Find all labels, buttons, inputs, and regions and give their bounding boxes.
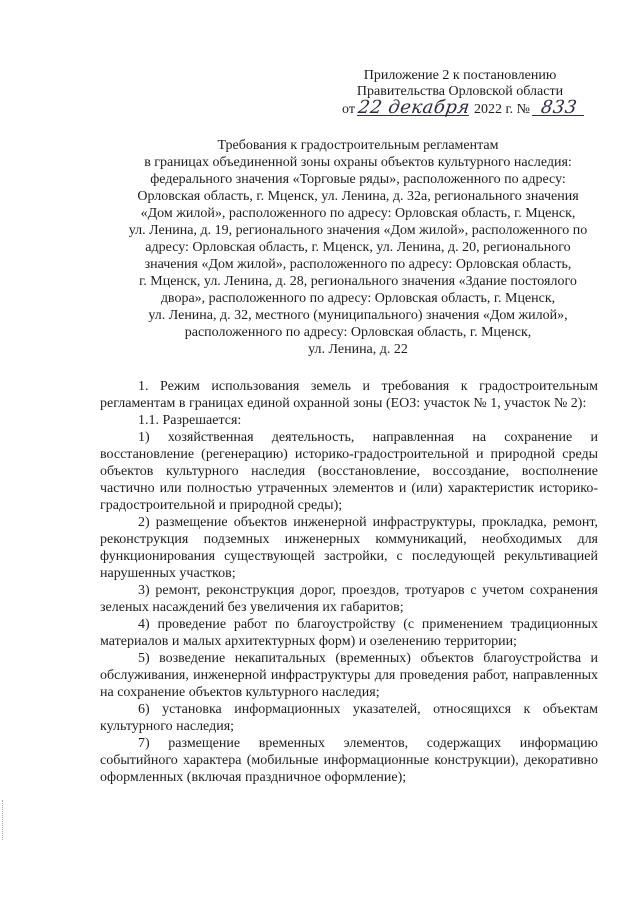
list-item: 2) размещение объектов инженерной инфраструктуры, прокладка, ремонт, реконструкция подземных инженерных коммуникаций, необходимых для функционирования существующей застройки, с последующей рекультивацией нарушенных участков; (100, 515, 598, 581)
section-paragraph: 1. Режим использования земель и требования к градостроительным регламентам в границах единой охранной зоны (ЕОЗ: участок № 1, участок № 2): (100, 379, 598, 411)
list-item: 7) размещение временных элементов, содержащих информацию событийного характера (мобильные информационные конструкции), декоративно оформленных (включая праздничное оформление); (100, 736, 598, 785)
appendix-issuer: Правительства Орловской области (356, 84, 564, 99)
scan-edge-mark (2, 800, 5, 840)
list-item: 6) установка информационных указателей, относящихся к объектам культурного наследия; (100, 702, 598, 734)
title-line: ул. Ленина, д. 32, местного (муниципального) значения «Дом жилой», (148, 308, 568, 323)
appendix-title: Приложение 2 к постановлению (363, 68, 557, 83)
order-prefix: от (342, 102, 355, 117)
list-item: 4) проведение работ по благоустройству (с применением традиционных материалов и малых архитектурных форм) и озеленению территории; (100, 617, 598, 649)
title-line: Требования к градостроительным регламентам (217, 138, 499, 153)
handwritten-order-number: 833 (532, 100, 586, 116)
document-title (100, 137, 616, 358)
title-line: двора», расположенного по адресу: Орловская область, г. Мценск, (160, 291, 556, 306)
title-line: г. Мценск, ул. Ленина, д. 28, регионального значения «Здание постоялого (139, 274, 577, 289)
list-item: 5) возведение некапитальных (временных) объектов благоустройства и обслуживания, инженерной инфраструктуры для проведения работ, направленных на сохранение объектов культурного наследия; (100, 651, 598, 700)
title-line: «Дом жилой», расположенного по адресу: Орловская область, г. Мценск, (140, 206, 576, 221)
title-line: федерального значения «Торговые ряды», расположенного по адресу: (150, 172, 566, 187)
title-line: адресу: Орловская область, г. Мценск, ул. Ленина, д. 20, регионального (145, 240, 571, 255)
title-line: Орловская область, г. Мценск, ул. Ленина, д. 32а, регионального значения (137, 189, 579, 204)
handwritten-date: 22 декабря (357, 97, 472, 118)
list-item: 3) ремонт, реконструкция дорог, проездов, тротуаров с учетом сохранения зеленых насаждений без увеличения их габаритов; (100, 583, 598, 615)
order-date-line (330, 97, 590, 118)
list-item: 1) хозяйственная деятельность, направленная на сохранение и восстановление (регенерацию) историко-градостроительной и природной среды объектов культурного наследия (восстановление, воссоздание, восполнение частично или полностью утраченных элементов и (или) характеристик историко-градостроительной и природной среды); (100, 430, 598, 513)
appendix-header (330, 68, 590, 118)
order-year: 2022 г. № (473, 102, 530, 117)
subsection-heading: 1.1. Разрешается: (138, 413, 242, 428)
title-line: в границах объединенной зоны охраны объектов культурного наследия: (144, 155, 572, 170)
document-body (100, 378, 598, 786)
title-line: ул. Ленина, д. 22 (308, 342, 408, 357)
title-line: ул. Ленина, д. 19, регионального значения «Дом жилой», расположенного по (128, 223, 588, 238)
title-line: расположенного по адресу: Орловская область, г. Мценск, (184, 325, 532, 340)
title-line: значения «Дом жилой», расположенного по адресу: Орловская область, (144, 257, 572, 272)
